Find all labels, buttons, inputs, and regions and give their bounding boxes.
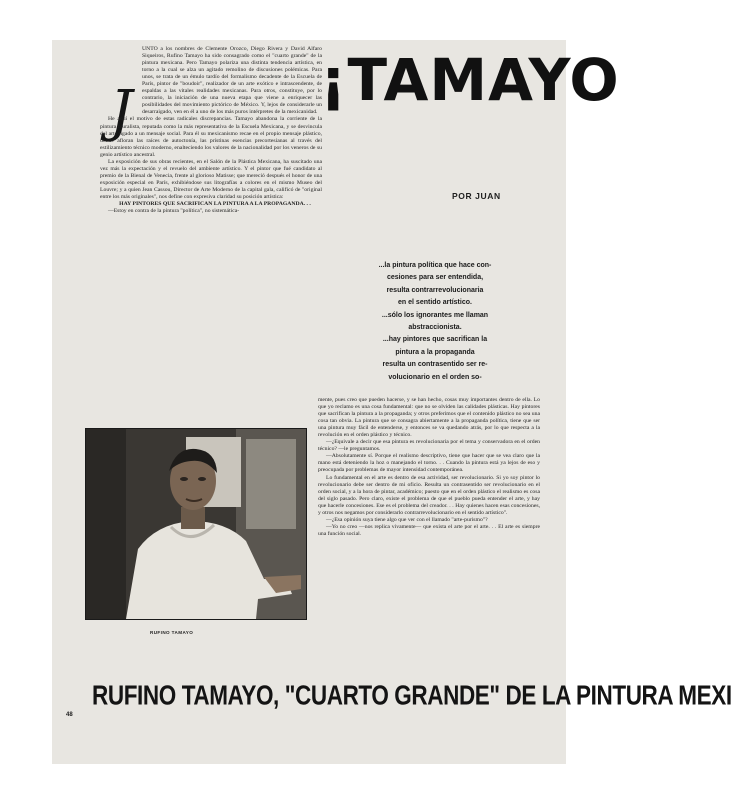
pull-quote-line: pintura a la propaganda	[395, 348, 475, 356]
pull-quote-line: en el sentido artístico.	[398, 299, 472, 307]
byline: POR JUAN	[452, 191, 501, 201]
section-subhead: HAY PINTORES QUE SACRIFICAN LA PINTURA A LA PROPAGANDA. . .	[119, 201, 311, 208]
intro-paragraph: He aquí el motivo de estas radicales discrepancias. Tamayo abandona la corriente de la pintura muralista, reputada como la más representativa de la Escuela Mexicana, y se desvincula del arte ligado a un mensaje social. Para él su mexicanismo recae en el propio mensaje plástico, donde afloran las raíces de autoctonía, las prístinas esencias precortesianas al través del estilizamiento técnico moderno, enalteciendo los valores de la nacionalidad por los veneros de su genio artístico ancestral.	[100, 116, 322, 158]
body-paragraph: Lo fundamental en el arte es dentro de esa actividad, ser revolucionario. Si yo soy pintor lo revolucionario debe ser dentro de mi oficio. Resulta un contrasentido ser revolucionario en el orden social, y a la hora de pintar, académico; puesto que en el orden plástico el realismo es cosa del siglo pasado. Pero claro, existe el problema de que el pueblo pueda entender el arte, y hay que hacerle concesiones. Ese es el problema del creador. . . Hay quienes hacen esas concesiones, y otros nos negamos por considerarlo contrarrevolucionario en el sentido artístico".	[318, 474, 540, 516]
pull-quote-line: ...sólo los ignorantes me llaman	[381, 311, 489, 319]
body-paragraph: —Yo no creo —nos replica vivamente— que exista el arte por el arte. . . El arte es siempre una función social.	[318, 523, 540, 537]
body-paragraph: —¿Equivale a decir que esa pintura es revolucionaria por el tema y conservadora en el orden técnico? —le preguntamos.	[318, 439, 540, 453]
quote-start: —Estoy en contra de la pintura "política", no sistemática-	[108, 208, 240, 215]
right-column	[318, 397, 540, 538]
pull-quote-line: volucionario en el orden so-	[388, 373, 482, 381]
banner-headline: RUFINO TAMAYO, "CUARTO GRANDE" DE LA PINTURA MEXI	[92, 680, 732, 711]
photo-caption: RUFINO TAMAYO	[150, 630, 194, 635]
drop-cap: J	[110, 79, 133, 144]
body-paragraph: —¿Esa opinión suya tiene algo que ver con el llamado "arte-purismo"?	[326, 516, 488, 523]
intro-column	[100, 46, 322, 215]
pull-quote-line: cesiones para ser entendida,	[386, 274, 484, 282]
intro-paragraph: La exposición de sus obras recientes, en el Salón de la Plástica Mexicana, ha suscitado una vez más la expectación y el revuelo del ambiente artístico. Y el pintor que fué candidato al premio de la Bienal de Venecia, frente al glorioso Matisse; que mereció después el honor de una exposición especial en París, exhibiéndose sus litografías a colores en el mismo Museo del Louvre; y a quien Jean Cassou, Director de Arte Moderno de la capital gala, calificó de "original entre los más originales", nos define con expresiva claridad su posición artística:	[100, 158, 322, 200]
pull-quote-line: abstraccionista.	[408, 324, 462, 332]
pull-quote	[350, 260, 520, 384]
pull-quote-line: resulta un contrasentido ser re-	[382, 361, 488, 369]
body-paragraph: mente, pues creo que pueden hacerse, y se han hecho, cosas muy importantes dentro de ella. Lo que yo reclamo es una cosa fundamental: que no se olviden las calidades plásticas. Hay pintores que sacrifican la pintura a la propaganda; y otros preferimos que el contenido plástico no sea una cosa tan obvia. La pintura que se consagra abiertamente a la propaganda política, tiene que ser una pintura muy fácil de entenderse, y entonces se va quedando atrás, por lo que respecta a la revolución en el orden plástico y técnico.	[318, 397, 540, 439]
magazine-page	[52, 40, 732, 764]
pull-quote-line: resulta contrarrevolucionaria	[386, 286, 484, 294]
intro-paragraph: UNTO a los nombres de Clemente Orozco, Diego Rivera y David Alfaro Siqueiros, Rufino Tamayo ha sido consagrado como el "cuarto grande" de la pintura mexicana. Pero Tamayo polariza una distinta tendencia artística, en torno a la cual se alza un agitado remolino de discusiones polémicas. Para unos, se trata de un émulo tardío del formalismo decadente de la Escuela de París, pintor de "boudoir", realizador de un arte exótico e intrascendente, de espaldas a las vitales realidades mexicanas. Para otros, constituye, por lo contrario, la iniciación de una nueva etapa que viene a enriquecer las posibilidades del movimiento pictórico de México. Y, lejos de considerarle un desarraigado, ven en él a uno de los más puros intérpretes de la mexicanidad.	[142, 46, 322, 116]
portrait-illustration	[86, 429, 306, 619]
page-number: 48	[66, 712, 73, 718]
pull-quote-line: ...la pintura política que hace con-	[378, 262, 492, 269]
body-paragraph: —Absolutamente sí. Porque el realismo descriptivo, tiene que hacer que se vea claro que la mano está deteniendo la hoz o manejando el torno. . . Cuando la pintura está ya lejos de eso y preocupada por problemas de mayor intensidad contemporánea.	[318, 453, 540, 474]
pull-quote-line: ...hay pintores que sacrifican la	[382, 336, 488, 344]
portrait-photo	[85, 428, 307, 620]
headline: ¡TAMAYO	[320, 46, 620, 114]
